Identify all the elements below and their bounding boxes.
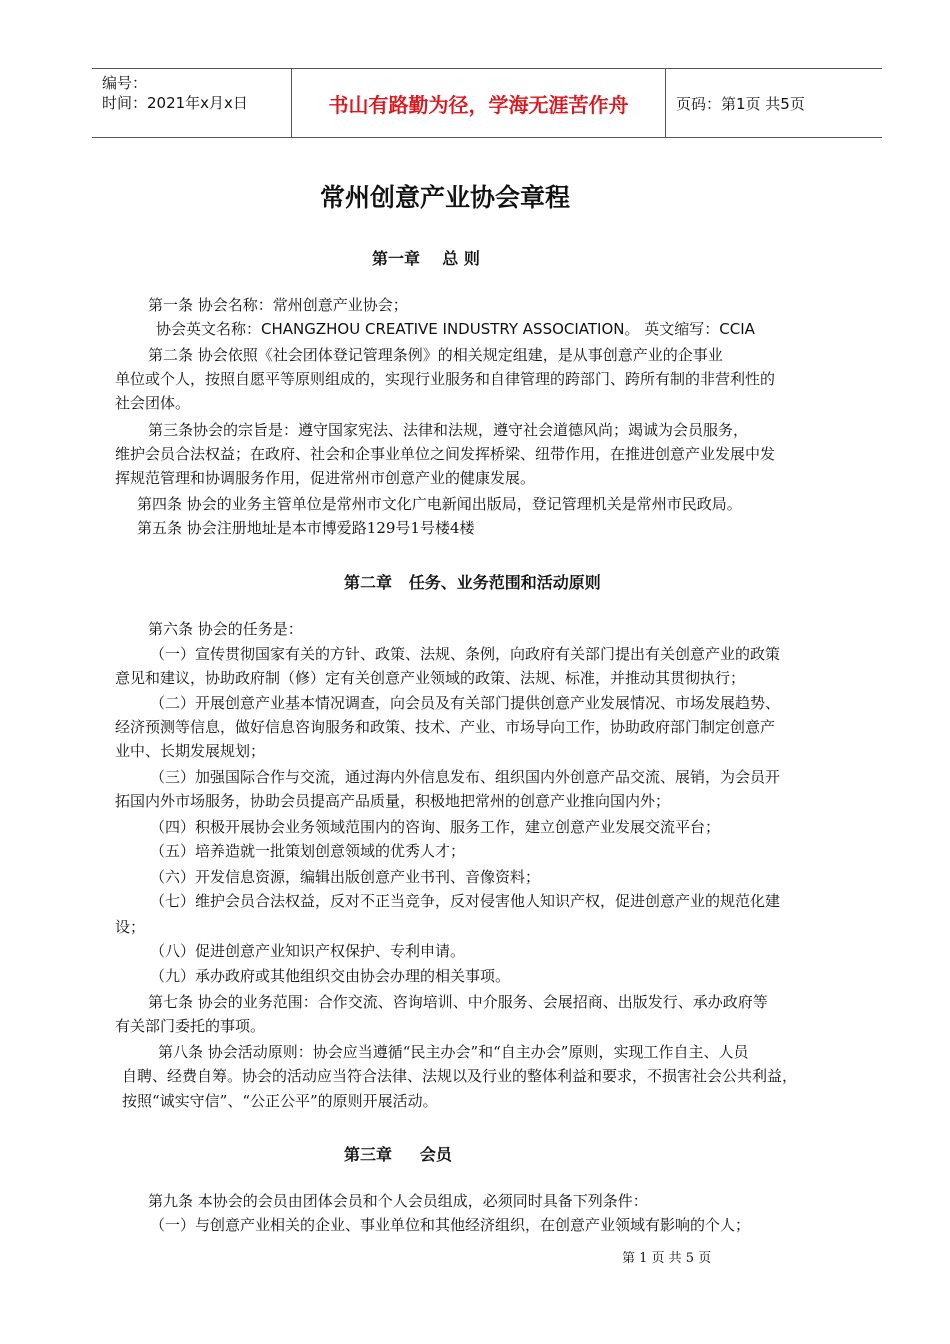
text-line: 第七条 协会的业务范围：合作交流、咨询培训、中介服务、会展招商、出版发行、承办政府等 [148, 993, 768, 1011]
page-info: 页码：第1页 共5页 [676, 94, 805, 113]
chapter-3-heading: 第三章 会员 [344, 1145, 452, 1164]
text-line: 第八条 协会活动原则：协会应当遵循“民主办会”和“自主办会”原则，实现工作自主、人员 [158, 1043, 749, 1061]
text-line: 第六条 协会的任务是： [148, 620, 303, 638]
document-title: 常州创意产业协会章程 [319, 183, 570, 212]
text-line: （九）承办政府或其他组织交由协会办理的相关事项。 [150, 967, 511, 985]
text-line: 经济预测等信息，做好信息咨询服务和政策、技术、产业、市场导向工作，协助政府部门制定创意产 [115, 718, 776, 736]
text-line: 按照“诚实守信”、“公正公平”的原则开展活动。 [122, 1092, 438, 1110]
text-line: （七）维护会员合法权益，反对不正当竞争，反对侵害他人知识产权，促进创意产业的规范化建 [150, 892, 781, 910]
text-line: （六）开发信息资源，编辑出版创意产业书刊、音像资料； [150, 868, 541, 886]
motto: 书山有路勤为径，学海无涯苦作舟 [328, 92, 629, 117]
chapter-1-heading: 第一章 总 则 [372, 249, 480, 268]
chapter-2-heading: 第二章 任务、业务范围和活动原则 [344, 573, 601, 592]
text-line: 维护会员合法权益；在政府、社会和企事业单位之间发挥桥梁、纽带作用，在推进创意产业发展中发 [115, 445, 776, 463]
text-line: （一）宣传贯彻国家有关的方针、政策、法规、条例，向政府有关部门提出有关创意产业的政策 [150, 645, 781, 663]
text-line: 单位或个人，按照自愿平等原则组成的，实现行业服务和自律管理的跨部门、跨所有制的非营利性的 [115, 370, 776, 388]
text-line: （二）开展创意产业基本情况调查，向会员及有关部门提供创意产业发展情况、市场发展趋势、 [150, 694, 781, 712]
text-line: 第二条 协会依照《社会团体登记管理条例》的相关规定组建，是从事创意产业的企事业 [148, 346, 723, 364]
text-line: 第一条 协会名称：常州创意产业协会； [148, 296, 408, 314]
header-table [92, 68, 882, 138]
text-line: 挥规范管理和协调服务作用，促进常州市创意产业的健康发展。 [115, 469, 536, 487]
text-line: 业中、长期发展规划； [115, 742, 266, 760]
text-line: 自聘、经费自筹。协会的活动应当符合法律、法规以及行业的整体利益和要求，不损害社会公共利益， [122, 1067, 798, 1085]
text-line: 社会团体。 [115, 394, 191, 412]
text-line: 协会英文名称：CHANGZHOU CREATIVE INDUSTRY ASSOCIATION。 英文缩写：CCIA [156, 320, 755, 338]
number-label: 编号： [102, 74, 148, 92]
header-page-cell [666, 69, 882, 137]
text-line: 第五条 协会注册地址是本市博爱路129号1号楼4楼 [137, 519, 475, 537]
text-line: 意见和建议，协助政府制（修）定有关创意产业领域的政策、法规、标准，并推动其贯彻执行； [115, 669, 746, 687]
text-line: 拓国内外市场服务，协助会员提高产品质量，积极地把常州的创意产业推向国内外； [115, 792, 671, 810]
text-line: 设； [115, 918, 146, 936]
text-line: （八）促进创意产业知识产权保护、专利申请。 [150, 942, 466, 960]
text-line: （三）加强国际合作与交流，通过海内外信息发布、组织国内外创意产品交流、展销，为会员开 [150, 768, 781, 786]
header-motto-cell [292, 69, 666, 137]
page-footer: 第 1 页 共 5 页 [622, 1251, 712, 1266]
text-line: 第九条 本协会的会员由团体会员和个人会员组成，必须同时具备下列条件： [148, 1192, 648, 1210]
text-line: 第四条 协会的业务主管单位是常州市文化广电新闻出版局，登记管理机关是常州市民政局。 [137, 495, 742, 513]
header-meta-cell [92, 69, 292, 137]
time-label: 时间：2021年x月x日 [102, 94, 248, 112]
text-line: （四）积极开展协会业务领域范围内的咨询、服务工作，建立创意产业发展交流平台； [150, 818, 721, 836]
text-line: 有关部门委托的事项。 [115, 1017, 266, 1035]
text-line: 第三条协会的宗旨是：遵守国家宪法、法律和法规，遵守社会道德风尚；竭诚为会员服务， [148, 421, 749, 439]
text-line: （五）培养造就一批策划创意领域的优秀人才； [150, 842, 466, 860]
text-line: （一）与创意产业相关的企业、事业单位和其他经济组织，在创意产业领域有影响的个人； [150, 1216, 751, 1234]
